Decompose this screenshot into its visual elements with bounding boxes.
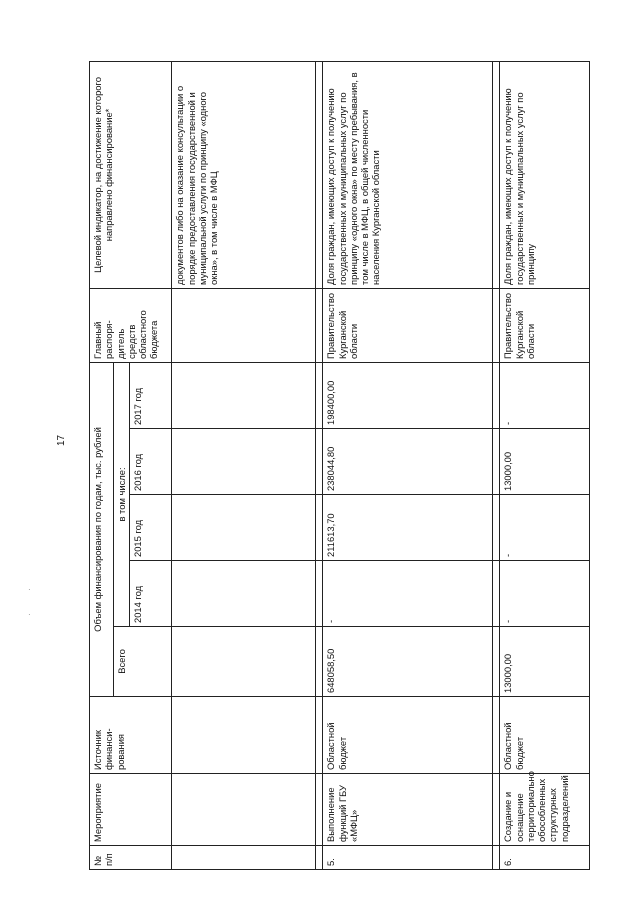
- row-2017: 198400,00: [323, 362, 493, 428]
- row-separator: [493, 61, 500, 869]
- row-total: [172, 627, 316, 697]
- page-number: 17: [56, 434, 67, 446]
- row-event: [172, 774, 316, 846]
- in-that-header: в том числе:: [114, 362, 130, 626]
- col-event-header: Мероприятие: [90, 774, 172, 846]
- col-2017-header: 2017 год: [130, 362, 172, 428]
- row-2016: [172, 429, 316, 495]
- col-num-header: № п/п: [90, 846, 172, 870]
- col-indicator-header: Целевой индикатор, на достижение которого направлено финансирование*: [90, 61, 172, 288]
- row-2014: -: [323, 561, 493, 627]
- row-2015: [172, 495, 316, 561]
- funding-volume-header: Объем финансирования по годам, тыс. рублей: [90, 362, 114, 696]
- row-source: Областной бюджет: [500, 697, 590, 774]
- row-2016: 13000,00: [500, 429, 590, 495]
- rotated-table-page: [89, 62, 609, 870]
- col-manager-header: Главный распоря-дитель средств областного бюджета: [90, 288, 172, 362]
- table-row: [172, 61, 316, 869]
- col-total-header: Всего: [114, 627, 172, 697]
- row-manager: Правительство Курганской области: [500, 288, 590, 362]
- row-event: Выполнение функций ГБУ «МФЦ»: [323, 774, 493, 846]
- col-2015-header: 2015 год: [130, 495, 172, 561]
- row-2014: -: [500, 561, 590, 627]
- row-manager: Правительство Курганской области: [323, 288, 493, 362]
- row-indicator: документов либо на оказание консультации о порядке предоставления государственной и муниципальной услуги по принципу «одного окна», в том числе в МФЦ: [172, 61, 316, 288]
- row-total: 648058,50: [323, 627, 493, 697]
- row-2015: -: [500, 495, 590, 561]
- row-2014: [172, 561, 316, 627]
- row-source: Областной бюджет: [323, 697, 493, 774]
- col-2014-header: 2014 год: [130, 561, 172, 627]
- scan-mark: ·: [28, 610, 31, 619]
- row-num: 5.: [323, 846, 493, 870]
- row-2016: 238044,80: [323, 429, 493, 495]
- row-separator: [316, 61, 323, 869]
- row-num: 6.: [500, 846, 590, 870]
- row-manager: [172, 288, 316, 362]
- row-indicator: Доля граждан, имеющих доступ к получению государственных и муниципальных услуг по принципу: [500, 61, 590, 288]
- row-2017: [172, 362, 316, 428]
- row-source: [172, 697, 316, 774]
- table-row: [500, 61, 590, 869]
- row-2017: -: [500, 362, 590, 428]
- row-total: 13000,00: [500, 627, 590, 697]
- row-indicator: Доля граждан, имеющих доступ к получению государственных и муниципальных услуг по принципу «одного окна» по месту пребывания, в том числе в МФЦ, в общей численности населения Курганской области: [323, 61, 493, 288]
- table-row: [323, 61, 493, 869]
- row-2015: 211613,70: [323, 495, 493, 561]
- col-source-header: Источник финанси-рования: [90, 697, 172, 774]
- row-num: [172, 846, 316, 870]
- col-2016-header: 2016 год: [130, 429, 172, 495]
- row-event: Создание и оснащение территориально обособленных структурных подразделений: [500, 774, 590, 846]
- funding-table: [89, 61, 590, 870]
- scan-mark: ·: [28, 585, 31, 594]
